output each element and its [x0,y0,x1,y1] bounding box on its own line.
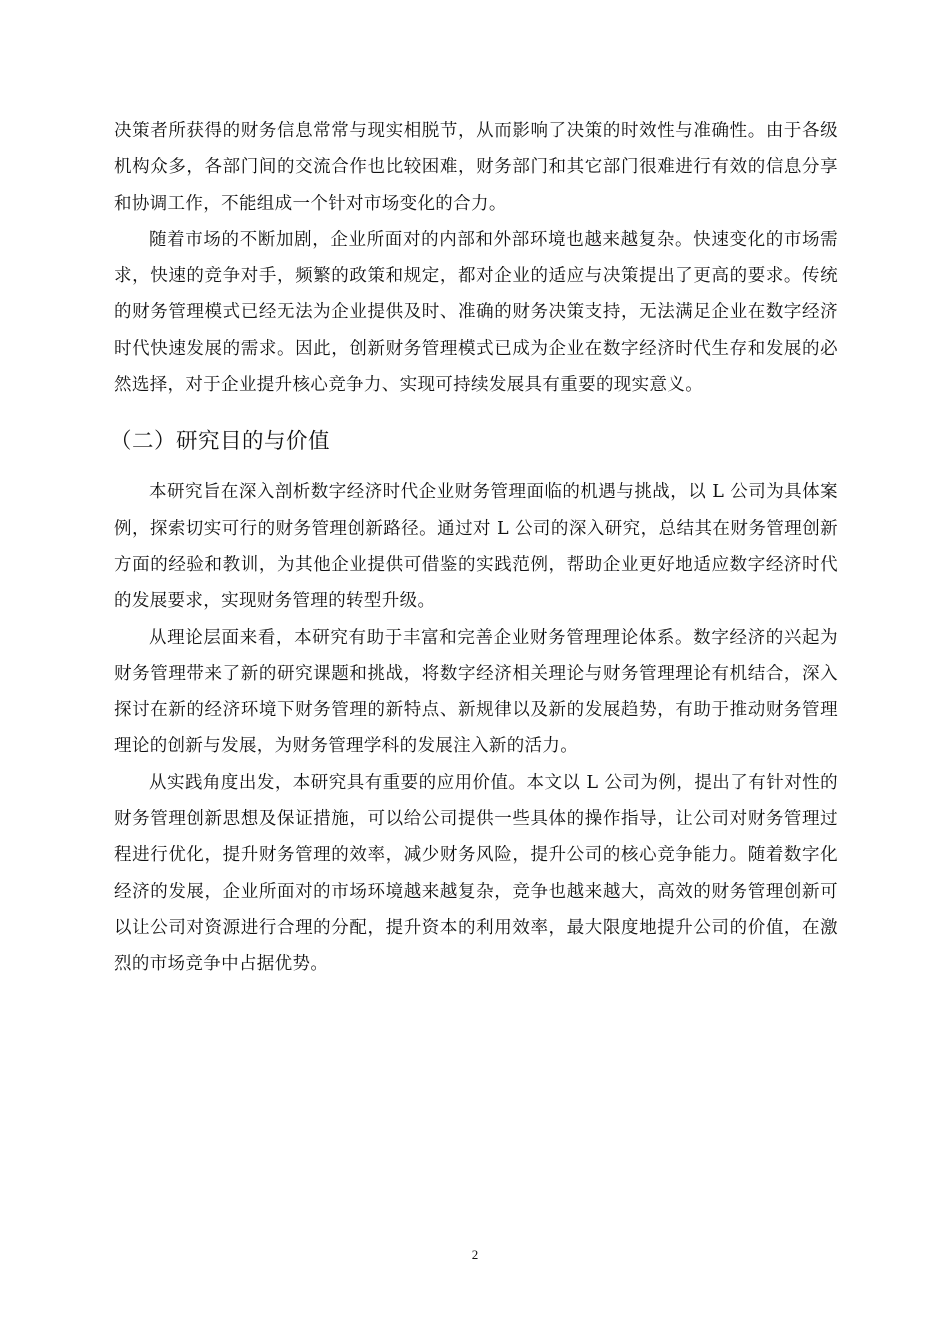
paragraph-continued: 决策者所获得的财务信息常常与现实相脱节，从而影响了决策的时效性与准确性。由于各级机构众多，各部门间的交流合作也比较困难，财务部门和其它部门很难进行有效的信息分享和协调工作，不能组成一个针对市场变化的合力。 [114,121,838,214]
paragraph: 本研究旨在深入剖析数字经济时代企业财务管理面临的机遇与挑战，以 L 公司为具体案例，探索切实可行的财务管理创新路径。通过对 L 公司的深入研究，总结其在财务管理创新方面的经验和教训，为其他企业提供可借鉴的实践范例，帮助企业更好地适应数字经济时代的发展要求，实现财务管理的转型升级。 [114,482,838,612]
page-number: 2 [471,1247,479,1262]
paragraph: 随着市场的不断加剧，企业所面对的内部和外部环境也越来越复杂。快速变化的市场需求，快速的竞争对手，频繁的政策和规定，都对企业的适应与决策提出了更高的要求。传统的财务管理模式已经无法为企业提供及时、准确的财务决策支持，无法满足企业在数字经济时代快速发展的需求。因此，创新财务管理模式已成为企业在数字经济时代生存和发展的必然选择，对于企业提升核心竞争力、实现可持续发展具有重要的现实意义。 [114,229,838,396]
section-heading: （二）研究目的与价值 [110,429,331,455]
paragraph: 从理论层面来看，本研究有助于丰富和完善企业财务管理理论体系。数字经济的兴起为财务管理带来了新的研究课题和挑战，将数字经济相关理论与财务管理理论有机结合，深入探讨在新的经济环境下财务管理的新特点、新规律以及新的发展趋势，有助于推动财务管理理论的创新与发展，为财务管理学科的发展注入新的活力。 [114,627,838,757]
paragraph: 从实践角度出发，本研究具有重要的应用价值。本文以 L 公司为例，提出了有针对性的财务管理创新思想及保证措施，可以给公司提供一些具体的操作指导，让公司对财务管理过程进行优化，提升财务管理的效率，减少财务风险，提升公司的核心竞争能力。随着数字化经济的发展，企业所面对的市场环境越来越复杂，竞争也越来越大，高效的财务管理创新可以让公司对资源进行合理的分配，提升资本的利用效率，最大限度地提升公司的价值，在激烈的市场竞争中占据优势。 [114,772,838,975]
page-body [110,113,838,983]
